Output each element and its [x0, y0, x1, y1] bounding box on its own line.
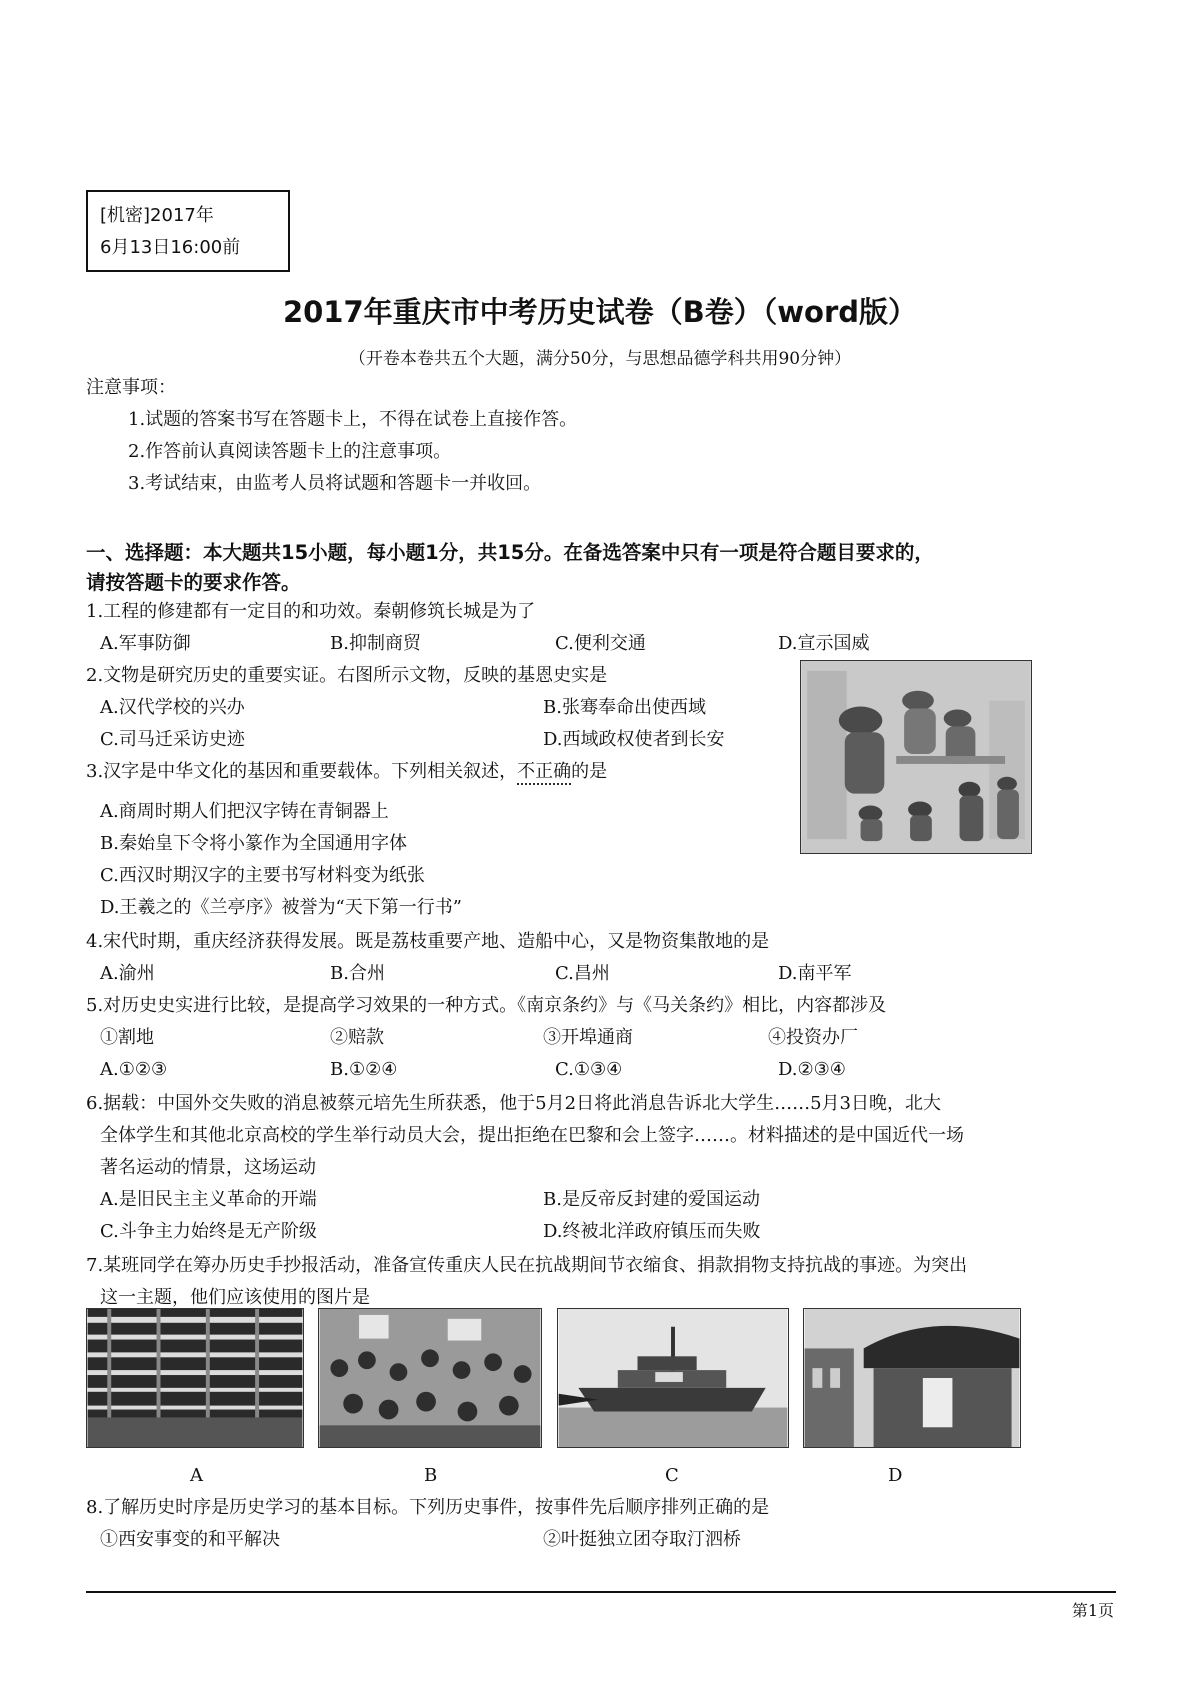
q6-option-b: B.是反帝反封建的爱国运动: [543, 1189, 760, 1210]
page-number: 第1页: [1071, 1601, 1114, 1620]
q5-item-2: ②赔款: [330, 1027, 384, 1048]
q6-option-c: C.斗争主力始终是无产阶级: [100, 1221, 317, 1242]
q2-option-a: A.汉代学校的兴办: [100, 697, 245, 718]
q3-stem-post: 的是: [571, 761, 608, 782]
q5-option-b: B.①②④: [330, 1059, 398, 1080]
q4-stem: 4.宋代时期，重庆经济获得发展。既是荔枝重要产地、造船中心，又是物资集散地的是: [86, 931, 770, 952]
q5-item-4: ④投资办厂: [768, 1027, 858, 1048]
confidential-box: [86, 190, 290, 272]
q3-stem-emphasis: 不正确: [517, 761, 572, 782]
q5-stem: 5.对历史史实进行比较，是提高学习效果的一种方式。《南京条约》与《马关条约》相比，内容都涉及: [86, 995, 887, 1016]
q7-stem-line-1: 7.某班同学在筹办历史手抄报活动，准备宣传重庆人民在抗战期间节衣缩食、捐款捐物支持抗战的事迹。为突出: [86, 1255, 968, 1276]
q5-item-1: ①割地: [100, 1027, 154, 1048]
q8-item-1: ①西安事变的和平解决: [100, 1529, 280, 1550]
q5-option-a: A.①②③: [100, 1059, 168, 1080]
page-title: 2017年重庆市中考历史试卷（B卷）（word版）: [282, 295, 918, 329]
q4-option-b: B.合州: [330, 963, 385, 984]
footer-divider: [86, 1591, 1116, 1593]
q7-label-b: B: [424, 1465, 438, 1486]
q6-stem-line-3: 著名运动的情景，这场运动: [100, 1157, 316, 1178]
q8-item-2: ②叶挺独立团夺取汀泗桥: [543, 1529, 741, 1550]
q1-option-c: C.便利交通: [555, 633, 646, 654]
q5-option-d: D.②③④: [778, 1059, 846, 1080]
q3-option-d: D.王羲之的《兰亭序》被誉为“天下第一行书”: [100, 897, 462, 918]
notice-item-1: 1.试题的答案书写在答题卡上，不得在试卷上直接作答。: [128, 409, 578, 430]
q7-stem-line-2: 这一主题，他们应该使用的图片是: [100, 1287, 370, 1308]
q7-label-d: D: [888, 1465, 903, 1486]
q8-stem: 8.了解历史时序是历史学习的基本目标。下列历史事件，按事件先后顺序排列正确的是: [86, 1497, 770, 1518]
q7-photo-c: [557, 1308, 789, 1448]
q7-label-a: A: [190, 1465, 203, 1486]
q2-stem: 2.文物是研究历史的重要实证。右图所示文物，反映的基恩史实是: [86, 665, 608, 686]
q6-option-d: D.终被北洋政府镇压而失败: [543, 1221, 761, 1242]
q2-option-c: C.司马迁采访史迹: [100, 729, 245, 750]
q3-stem-pre: 3.汉字是中华文化的基因和重要载体。下列相关叙述，: [86, 761, 518, 782]
q6-stem-line-1: 6.据载：中国外交失败的消息被蔡元培先生所获悉，他于5月2日将此消息告诉北大学生……5月3日晚，北大: [86, 1093, 941, 1114]
q7-photo-d: [803, 1308, 1021, 1448]
notice-item-3: 3.考试结束，由监考人员将试题和答题卡一并收回。: [128, 473, 542, 494]
q3-option-a: A.商周时期人们把汉字铸在青铜器上: [100, 801, 389, 822]
section-heading-line-2: 请按答题卡的要求作答。: [86, 571, 301, 594]
q1-stem: 1.工程的修建都有一定目的和功效。秦朝修筑长城是为了: [86, 601, 536, 622]
q1-option-d: D.宣示国威: [778, 633, 870, 654]
q2-artifact-image: [800, 660, 1032, 854]
q2-option-b: B.张骞奉命出使西域: [543, 697, 706, 718]
q4-option-c: C.昌州: [555, 963, 610, 984]
q3-stem: [86, 760, 607, 784]
q2-option-d: D.西域政权使者到长安: [543, 729, 725, 750]
confidential-line-2: 6月13日16:00前: [100, 237, 241, 258]
q1-option-a: A.军事防御: [100, 633, 191, 654]
q4-option-a: A.渝州: [100, 963, 155, 984]
q7-photo-a: [86, 1308, 304, 1448]
q3-option-c: C.西汉时期汉字的主要书写材料变为纸张: [100, 865, 425, 886]
q6-stem-line-2: 全体学生和其他北京高校的学生举行动员大会，提出拒绝在巴黎和会上签字……。材料描述的是中国近代一场: [100, 1125, 964, 1146]
q4-option-d: D.南平军: [778, 963, 852, 984]
q7-photo-b: [318, 1308, 542, 1448]
q1-option-b: B.抑制商贸: [330, 633, 421, 654]
q7-label-c: C: [665, 1465, 679, 1486]
q5-item-3: ③开埠通商: [543, 1027, 633, 1048]
q3-option-b: B.秦始皇下令将小篆作为全国通用字体: [100, 833, 407, 854]
notice-heading: 注意事项：: [86, 377, 176, 398]
section-heading-line-1: 一、选择题：本大题共15小题，每小题1分，共15分。在备选答案中只有一项是符合题目要求的，: [86, 541, 934, 564]
page-subtitle: （开卷本卷共五个大题，满分50分，与思想品德学科共用90分钟）: [348, 349, 852, 369]
notice-item-2: 2.作答前认真阅读答题卡上的注意事项。: [128, 441, 452, 462]
q6-option-a: A.是旧民主主义革命的开端: [100, 1189, 317, 1210]
confidential-line-1: [机密]2017年: [100, 205, 214, 226]
q5-option-c: C.①③④: [555, 1059, 623, 1080]
